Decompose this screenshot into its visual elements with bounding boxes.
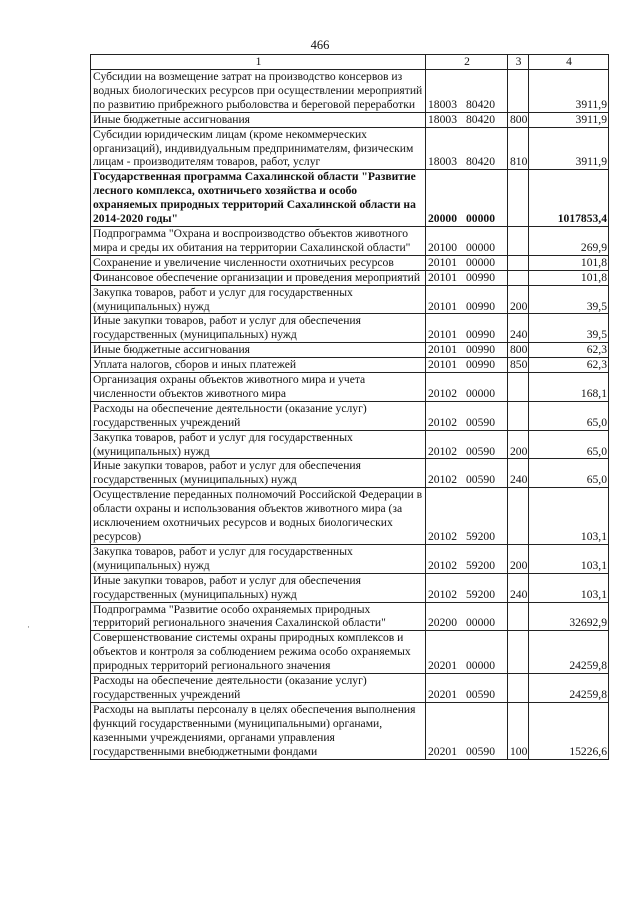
row-name: Закупка товаров, работ и услуг для государственных (муниципальных) нужд (91, 285, 426, 314)
row-amount: 65,0 (529, 459, 609, 488)
row-code-direction: 59200 (466, 558, 495, 572)
row-amount: 39,5 (529, 314, 609, 343)
column-header-2: 2 (426, 55, 508, 70)
row-amount: 101,8 (529, 255, 609, 270)
row-code (426, 127, 508, 170)
row-code (426, 544, 508, 573)
row-name: Субсидии юридическим лицам (кроме некоммерческих организаций), индивидуальным предпринимателям, физическим лицам - производителям товаров, работ, услуг (91, 127, 426, 170)
table-row (91, 674, 609, 703)
row-expense-type (508, 488, 529, 545)
column-header-4: 4 (529, 55, 609, 70)
row-code-direction: 00590 (466, 744, 495, 758)
row-code (426, 343, 508, 358)
row-code (426, 631, 508, 674)
table-row (91, 602, 609, 631)
row-code-direction: 80420 (466, 97, 495, 111)
row-code-program: 20101 (428, 358, 457, 372)
table-row (91, 488, 609, 545)
row-amount: 24259,8 (529, 631, 609, 674)
row-name: Расходы на выплаты персоналу в целях обеспечения выполнения функций государственными (муниципальными) органами, казенными учреждениями, органами управления государственными внебюджетными фондами (91, 702, 426, 759)
row-expense-type: 240 (508, 314, 529, 343)
row-code-program: 20102 (428, 386, 457, 400)
row-code (426, 112, 508, 127)
row-code (426, 170, 508, 227)
table-row (91, 401, 609, 430)
row-code (426, 255, 508, 270)
table-row (91, 459, 609, 488)
row-expense-type: 200 (508, 430, 529, 459)
table-row (91, 270, 609, 285)
row-code-program: 20101 (428, 299, 457, 313)
row-code-program: 20101 (428, 255, 457, 269)
row-code-direction: 00000 (466, 386, 495, 400)
row-code-direction: 00590 (466, 473, 495, 487)
row-expense-type (508, 226, 529, 255)
column-header-1: 1 (91, 55, 426, 70)
table-body (91, 70, 609, 760)
row-amount: 103,1 (529, 488, 609, 545)
row-code-program: 20101 (428, 343, 457, 357)
row-name: Сохранение и увеличение численности охотничьих ресурсов (91, 255, 426, 270)
row-expense-type (508, 373, 529, 402)
row-code (426, 270, 508, 285)
table-row (91, 314, 609, 343)
row-code-direction: 00000 (466, 659, 495, 673)
row-expense-type (508, 401, 529, 430)
row-code (426, 314, 508, 343)
row-code-program: 18003 (428, 112, 457, 126)
row-code-direction: 00990 (466, 299, 495, 313)
table-row (91, 255, 609, 270)
row-amount: 65,0 (529, 430, 609, 459)
row-code-program: 20102 (428, 415, 457, 429)
row-amount: 103,1 (529, 573, 609, 602)
row-code-direction: 00990 (466, 358, 495, 372)
row-code-direction: 00590 (466, 687, 495, 701)
row-code-program: 20102 (428, 558, 457, 572)
row-code-program: 20000 (428, 212, 457, 226)
row-code (426, 401, 508, 430)
row-code-direction: 00000 (466, 255, 495, 269)
row-expense-type: 240 (508, 573, 529, 602)
row-expense-type (508, 602, 529, 631)
row-amount: 3911,9 (529, 127, 609, 170)
table-row (91, 285, 609, 314)
row-expense-type: 200 (508, 285, 529, 314)
row-name: Закупка товаров, работ и услуг для государственных (муниципальных) нужд (91, 544, 426, 573)
row-code (426, 674, 508, 703)
row-name: Расходы на обеспечение деятельности (оказание услуг) государственных учреждений (91, 401, 426, 430)
row-name: Подпрограмма "Развитие особо охраняемых природных территорий регионального значения Сахалинской области" (91, 602, 426, 631)
row-amount: 62,3 (529, 358, 609, 373)
row-expense-type (508, 674, 529, 703)
row-expense-type: 800 (508, 343, 529, 358)
row-code (426, 602, 508, 631)
table-row (91, 127, 609, 170)
row-code (426, 226, 508, 255)
row-amount: 3911,9 (529, 112, 609, 127)
row-name: Субсидии на возмещение затрат на производство консервов из водных биологических ресурсов при осуществлении мероприятий по развитию прибрежного рыболовства и береговой переработки (91, 70, 426, 113)
row-code-program: 20201 (428, 687, 457, 701)
row-name: Финансовое обеспечение организации и проведения мероприятий (91, 270, 426, 285)
table-row (91, 226, 609, 255)
row-amount: 103,1 (529, 544, 609, 573)
row-expense-type (508, 631, 529, 674)
table-row (91, 544, 609, 573)
page-number: 466 (310, 38, 330, 52)
row-amount: 3911,9 (529, 70, 609, 113)
budget-table (90, 54, 609, 760)
row-name: Государственная программа Сахалинской области "Развитие лесного комплекса, охотничьего хозяйства и особо охраняемых природных территорий Сахалинской области на 2014-2020 годы" (91, 170, 426, 227)
row-amount: 1017853,4 (529, 170, 609, 227)
row-code-direction: 59200 (466, 530, 495, 543)
row-expense-type: 850 (508, 358, 529, 373)
row-amount: 269,9 (529, 226, 609, 255)
row-expense-type: 240 (508, 459, 529, 488)
row-code (426, 488, 508, 545)
row-amount: 39,5 (529, 285, 609, 314)
row-code-program: 20102 (428, 473, 457, 487)
row-expense-type: 810 (508, 127, 529, 170)
table-row (91, 631, 609, 674)
row-name: Иные закупки товаров, работ и услуг для обеспечения государственных (муниципальных) нужд (91, 314, 426, 343)
row-code-program: 20200 (428, 616, 457, 630)
row-name: Закупка товаров, работ и услуг для государственных (муниципальных) нужд (91, 430, 426, 459)
table-row (91, 70, 609, 113)
row-code-program: 20100 (428, 240, 457, 254)
row-name: Иные закупки товаров, работ и услуг для обеспечения государственных (муниципальных) нужд (91, 459, 426, 488)
row-amount: 15226,6 (529, 702, 609, 759)
row-name: Подпрограмма "Охрана и воспроизводство объектов животного мира и среды их обитания на территории Сахалинской области" (91, 226, 426, 255)
table-header-row (91, 55, 609, 70)
row-code-direction: 00990 (466, 343, 495, 357)
row-code-program: 20102 (428, 444, 457, 458)
row-name: Иные бюджетные ассигнования (91, 343, 426, 358)
row-code-program: 20201 (428, 744, 457, 758)
row-code (426, 702, 508, 759)
row-code (426, 373, 508, 402)
row-name: Организация охраны объектов животного мира и учета численности объектов животного мира (91, 373, 426, 402)
row-name: Совершенствование системы охраны природных комплексов и объектов и контроля за соблюдением режима особо охраняемых природных территорий регионального значения (91, 631, 426, 674)
row-amount: 24259,8 (529, 674, 609, 703)
table-row (91, 170, 609, 227)
row-code-program: 20101 (428, 328, 457, 342)
row-amount: 62,3 (529, 343, 609, 358)
row-amount: 168,1 (529, 373, 609, 402)
row-code (426, 285, 508, 314)
row-expense-type (508, 170, 529, 227)
column-header-3: 3 (508, 55, 529, 70)
row-name: Уплата налогов, сборов и иных платежей (91, 358, 426, 373)
row-code-direction: 00000 (466, 212, 495, 226)
table-row (91, 573, 609, 602)
row-expense-type (508, 270, 529, 285)
row-amount: 32692,9 (529, 602, 609, 631)
row-code-program: 20201 (428, 659, 457, 673)
row-code-direction: 80420 (466, 155, 495, 169)
row-name: Расходы на обеспечение деятельности (оказание услуг) государственных учреждений (91, 674, 426, 703)
table-row (91, 702, 609, 759)
row-code-direction: 00000 (466, 240, 495, 254)
row-expense-type: 100 (508, 702, 529, 759)
row-expense-type: 800 (508, 112, 529, 127)
row-code (426, 70, 508, 113)
row-name: Осуществление переданных полномочий Российской Федерации в области охраны и использования объектов животного мира (за исключением охотничьих ресурсов и водных биологических ресурсов) (91, 488, 426, 545)
row-code-direction: 00590 (466, 444, 495, 458)
row-code-program: 20101 (428, 270, 457, 284)
row-code (426, 430, 508, 459)
row-code-program: 20102 (428, 587, 457, 601)
row-code (426, 573, 508, 602)
row-amount: 65,0 (529, 401, 609, 430)
row-code-program: 20102 (428, 530, 457, 543)
table-row (91, 343, 609, 358)
row-expense-type: 200 (508, 544, 529, 573)
row-expense-type (508, 255, 529, 270)
table-row (91, 112, 609, 127)
table-row (91, 358, 609, 373)
row-code-program: 18003 (428, 155, 457, 169)
row-code-program: 18003 (428, 97, 457, 111)
row-code (426, 459, 508, 488)
row-code-direction: 00000 (466, 616, 495, 630)
table-row (91, 373, 609, 402)
row-name: Иные бюджетные ассигнования (91, 112, 426, 127)
row-code-direction: 00990 (466, 328, 495, 342)
row-code-direction: 59200 (466, 587, 495, 601)
row-code-direction: 00990 (466, 270, 495, 284)
row-expense-type (508, 70, 529, 113)
row-code-direction: 00590 (466, 415, 495, 429)
row-name: Иные закупки товаров, работ и услуг для обеспечения государственных (муниципальных) нужд (91, 573, 426, 602)
row-amount: 101,8 (529, 270, 609, 285)
table-row (91, 430, 609, 459)
row-code-direction: 80420 (466, 112, 495, 126)
margin-mark: · (27, 622, 30, 632)
row-code (426, 358, 508, 373)
